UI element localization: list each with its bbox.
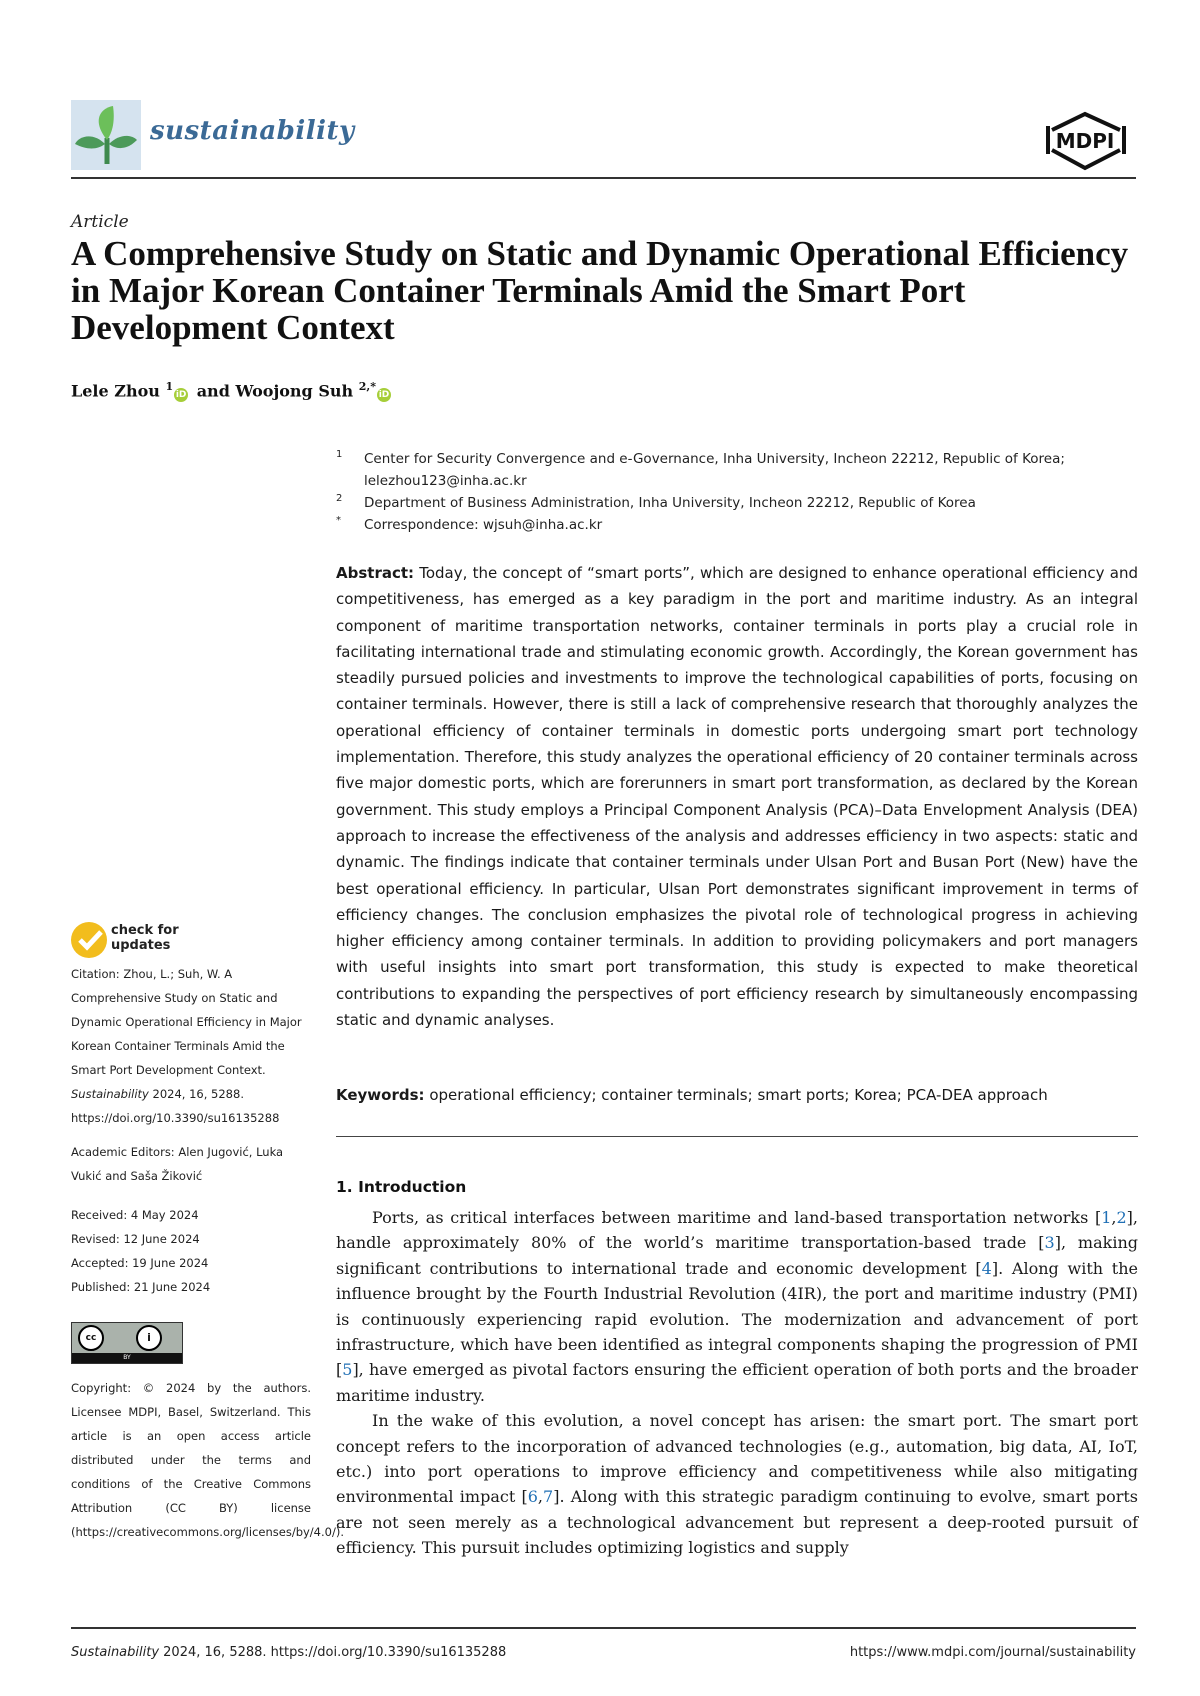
introduction-body — [336, 1205, 1138, 1561]
citation-journal: Sustainability — [71, 1087, 149, 1101]
article-type: Article — [71, 212, 129, 232]
paragraph-text: ], have emerged as pivotal factors ensuring the efficient operation of both ports and the broader maritime industry. — [336, 1360, 1138, 1405]
attribution-person-icon: i — [136, 1325, 162, 1351]
date-published: Published: 21 June 2024 — [71, 1280, 211, 1294]
journal-logo — [71, 100, 141, 170]
author-connector: and — [196, 381, 230, 401]
keywords-text: operational efficiency; container terminals; smart ports; Korea; PCA-DEA approach — [429, 1086, 1048, 1104]
citation-doi[interactable]: 2024, 16, 5288. https://doi.org/10.3390/su16135288 — [71, 1087, 280, 1125]
citation-reference-link[interactable]: 4 — [981, 1258, 992, 1278]
citation-reference-link[interactable]: 6 — [527, 1487, 538, 1507]
orcid-icon[interactable]: iD — [378, 390, 390, 401]
citation-reference-link[interactable]: 7 — [543, 1487, 554, 1507]
paragraph-text: , — [537, 1487, 544, 1507]
citation-reference-link[interactable]: 3 — [1044, 1233, 1055, 1253]
abstract-text: Today, the concept of “smart ports”, which are designed to enhance operational efficiency and competitiveness, has emerged as a key paradigm in the port and maritime industry. As an integral component of maritime transportation networks, container terminals in ports play a crucial role in facilitating international trade and stimulating economic growth. Accordingly, the Korean government has steadily pursued policies and investments to improve the technological capabilities of ports, focusing on container terminals. However, there is still a lack of comprehensive research that thoroughly analyzes the operational efficiency of container terminals in domestic ports undergoing smart port technology implementation. Therefore, this study analyzes the operational efficiency of 20 container terminals across five major domestic ports, which are forerunners in smart port transformation, as declared by the Korean government. This study employs a Principal Component Analysis (PCA)–Data Envelopment Analysis (DEA) approach to increase the effectiveness of the analysis and addresses efficiency in two aspects: static and dynamic. The findings indicate that container terminals under Ulsan Port and Busan Port (New) have the best operational efficiency. In particular, Ulsan Port demonstrates significant improvement in terms of efficiency changes. The conclusion emphasizes the pivotal role of technological progress in achieving higher efficiency among container terminals. In addition to providing policymakers and port managers with useful insights into smart port transformation, this study is expected to make theoretical contributions to expanding the perspectives of port efficiency research by simultaneously encompassing static and dynamic analyses. — [336, 564, 1138, 1030]
mdpi-logo[interactable] — [1040, 110, 1130, 172]
header-rule — [71, 177, 1136, 179]
check-line-1: check for — [111, 923, 179, 938]
cc-by-label: BY — [72, 1353, 182, 1363]
citation-reference-link[interactable]: 2 — [1116, 1208, 1127, 1227]
footer-journal-url[interactable]: https://www.mdpi.com/journal/sustainability — [849, 1645, 1136, 1660]
footer-citation — [71, 1645, 506, 1660]
abstract-label: Abstract: — [336, 564, 415, 582]
leaf-sprout-icon — [71, 100, 141, 170]
copyright-notice: Copyright: © 2024 by the authors. Licensee MDPI, Basel, Switzerland. This article is an open access article distributed under the terms and conditions of the Creative Commons Attribution (CC BY) license (https://creativecommons.org/licenses/by/4.0/). — [71, 1381, 344, 1539]
paragraph-text: ]. Along with this strategic paradigm continuing to evolve, smart ports are not seen merely as a technological advancement but represent a deep-rooted pursuit of efficiency. This pursuit includes optimizing logistics and supply — [336, 1487, 1138, 1558]
affiliation-mark: 1 — [336, 449, 343, 460]
orcid-icon[interactable]: iD — [175, 390, 187, 401]
correspondence-text: Correspondence: wjsuh@inha.ac.kr — [364, 517, 603, 533]
date-revised: Revised: 12 June 2024 — [71, 1232, 200, 1246]
citation-reference-link[interactable]: 5 — [342, 1360, 353, 1380]
paper-title: A Comprehensive Study on Static and Dynamic Operational Efficiency in Major Korean Container Terminals Amid the Smart Port Development Context — [71, 234, 1129, 347]
affiliation — [336, 514, 1136, 536]
section-divider — [336, 1136, 1138, 1137]
check-line-2: updates — [111, 938, 171, 953]
affiliation-text: Department of Business Administration, Inha University, Incheon 22212, Republic of Korea — [364, 495, 976, 511]
intro-paragraph — [336, 1408, 1138, 1560]
affiliation — [336, 492, 1136, 514]
affiliation-text: Center for Security Convergence and e-Governance, Inha University, Incheon 22212, Republic of Korea; lelezhou123@inha.ac.kr — [364, 451, 1065, 489]
citation-reference-link[interactable]: 1 — [1101, 1208, 1112, 1227]
check-for-updates-label — [111, 923, 179, 953]
paragraph-text: ]. Along with the influence brought by the Fourth Industrial Revolution (4IR), the port and maritime industry (PMI) is continuously experiencing rapid evolution. The modernization and advancement of port infrastructure, which have been identified as integral components shaping the progression of PMI [ — [336, 1258, 1139, 1380]
footer-journal: Sustainability — [71, 1645, 160, 1660]
author-affiliation-mark: 1 — [165, 380, 174, 393]
keywords-label: Keywords: — [336, 1086, 425, 1104]
date-received: Received: 4 May 2024 — [71, 1208, 199, 1222]
intro-paragraph — [336, 1205, 1138, 1408]
affiliation — [336, 448, 1136, 492]
creative-commons-icon: cc — [78, 1325, 104, 1351]
paragraph-text: ], making significant contributions to international trade and economic development [ — [336, 1233, 1138, 1278]
publication-dates — [71, 1203, 311, 1299]
affiliation-mark: 2 — [336, 493, 343, 504]
checkmark-icon — [71, 922, 107, 958]
abstract — [336, 560, 1138, 1033]
author-name: Woojong Suh — [235, 381, 354, 401]
author-name: Lele Zhou — [71, 381, 160, 401]
section-heading-introduction: 1. Introduction — [336, 1178, 467, 1196]
paragraph-text: , — [1111, 1208, 1117, 1227]
mdpi-logo-text: MDPI — [1055, 129, 1115, 153]
author-list — [71, 380, 394, 402]
affiliation-mark: * — [336, 515, 341, 526]
cc-by-license-badge[interactable] — [71, 1322, 183, 1364]
footer-rule — [71, 1627, 1136, 1629]
paragraph-text: Ports, as critical interfaces between maritime and land-based transportation networks [ — [372, 1208, 1102, 1227]
journal-name: sustainability — [150, 116, 355, 146]
author-affiliation-mark: 2,* — [358, 380, 376, 393]
paragraph-text: In the wake of this evolution, a novel concept has arisen: the smart port. The smart port concept refers to the incorporation of advanced technologies (e.g., automation, big data, AI, IoT, etc.) into port operations to improve efficiency and competitiveness while also mitigating environmental impact [ — [336, 1411, 1138, 1507]
citation-block — [71, 962, 311, 1130]
paragraph-text: ], handle approximately 80% of the world’s maritime transportation-based trade [ — [336, 1208, 1138, 1253]
citation-text: Citation: Zhou, L.; Suh, W. A Comprehensive Study on Static and Dynamic Operational Efficiency in Major Korean Container Terminals Amid the Smart Port Development Context. — [71, 967, 302, 1077]
academic-editors: Academic Editors: Alen Jugović, Luka Vukić and Saša Žiković — [71, 1145, 284, 1183]
keywords — [336, 1082, 1138, 1108]
affiliations — [336, 448, 1136, 536]
footer-doi[interactable]: 2024, 16, 5288. https://doi.org/10.3390/su16135288 — [159, 1645, 507, 1660]
date-accepted: Accepted: 19 June 2024 — [71, 1256, 209, 1270]
check-for-updates-badge[interactable] — [71, 922, 271, 962]
